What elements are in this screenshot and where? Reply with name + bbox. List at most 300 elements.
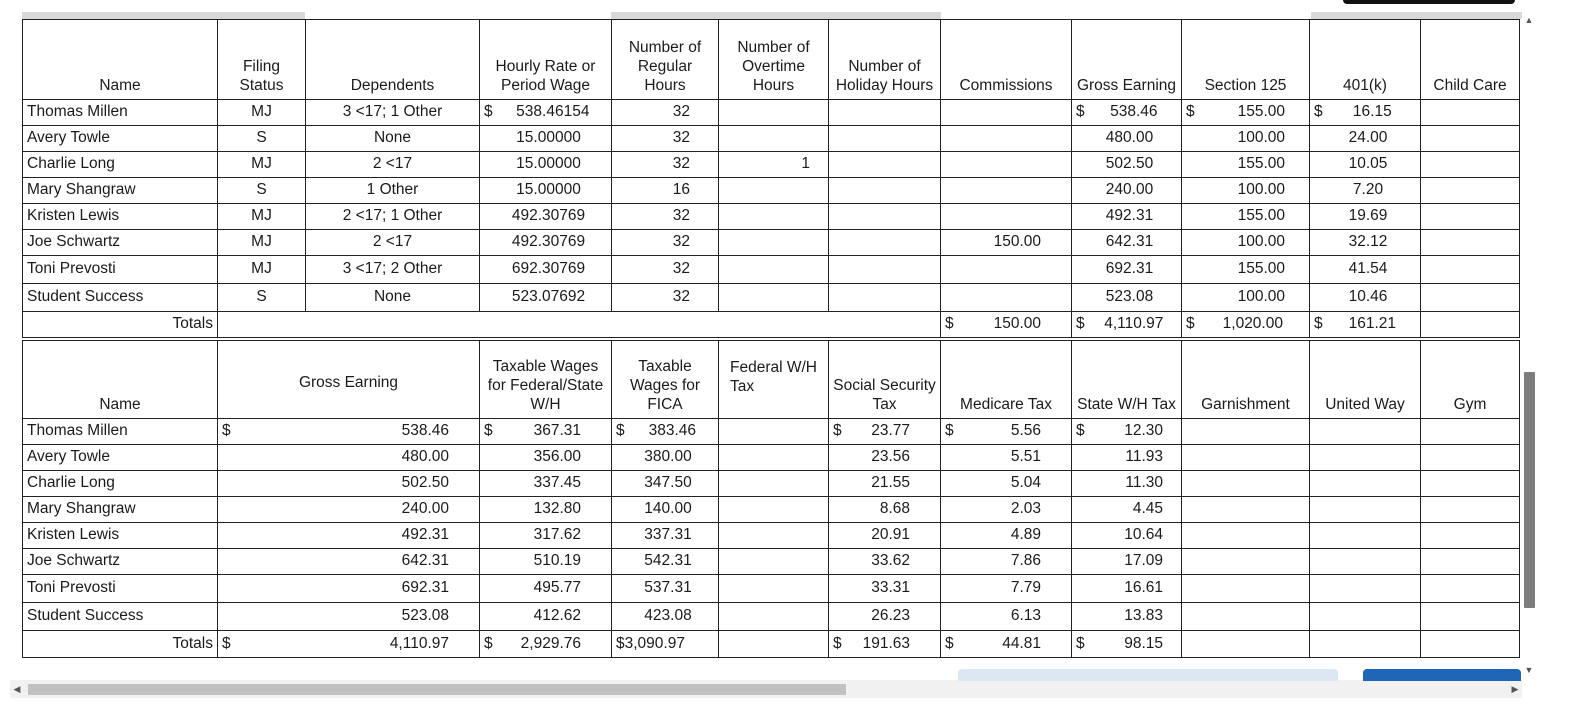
cell-overtime-hours[interactable]: [719, 256, 829, 284]
cell-overtime-hours[interactable]: [719, 284, 829, 312]
cell-overtime-hours[interactable]: 1: [719, 152, 829, 178]
currency-symbol: $: [945, 634, 954, 652]
cell-overtime-hours[interactable]: [719, 126, 829, 152]
cell-regular-hours[interactable]: 16: [612, 178, 719, 204]
cell-gross-earning[interactable]: [1072, 152, 1182, 178]
cell-garnishment[interactable]: [1182, 575, 1310, 603]
cell-taxable-fed-state[interactable]: [480, 575, 612, 603]
cell-garnishment[interactable]: [1182, 549, 1310, 575]
cell-dependents[interactable]: 2 <17: [306, 152, 480, 178]
cell-dependents[interactable]: None: [306, 126, 480, 152]
cell-section-125[interactable]: [1182, 100, 1310, 126]
cell-gross-earning-value: [222, 579, 475, 598]
amount: 26.23: [871, 607, 910, 625]
cell-garnishment[interactable]: [1182, 419, 1310, 445]
cell-social-security[interactable]: [829, 575, 941, 603]
amount: 2,929.76: [520, 634, 581, 652]
currency-symbol: $: [1186, 103, 1195, 121]
cell-united-way[interactable]: [1310, 445, 1421, 471]
cell-taxable-fed-state[interactable]: [480, 419, 612, 445]
cell-medicare[interactable]: [941, 549, 1072, 575]
cell-holiday-hours[interactable]: [829, 284, 941, 312]
cell-section-125-value: [1186, 260, 1305, 279]
cell-federal-wh[interactable]: [719, 419, 829, 445]
cell-taxable-fed-state[interactable]: [480, 523, 612, 549]
amount: 6.13: [1010, 607, 1041, 625]
amount: 41.54: [1348, 260, 1388, 278]
cell-rate[interactable]: [480, 152, 612, 178]
cell-taxable-fed-state[interactable]: [480, 471, 612, 497]
cell-total-united-way[interactable]: [1310, 631, 1421, 658]
amount: 317.62: [533, 526, 581, 544]
amount: 380.00: [644, 448, 692, 466]
cell-medicare[interactable]: [941, 575, 1072, 603]
cell-social-security[interactable]: [829, 471, 941, 497]
cell-garnishment[interactable]: [1182, 603, 1310, 631]
cell-401k[interactable]: [1310, 256, 1421, 284]
cell-401k[interactable]: [1310, 126, 1421, 152]
cell-state-wh[interactable]: [1072, 497, 1182, 523]
cell-taxable-fed-state[interactable]: [480, 603, 612, 631]
cell-401k[interactable]: [1310, 100, 1421, 126]
amount: 155.00: [1237, 103, 1285, 121]
currency-symbol: $: [484, 422, 493, 440]
cell-taxable-fica-value: [616, 500, 714, 519]
amount: 15.00000: [516, 155, 581, 173]
amount: 337.45: [533, 474, 581, 492]
col-header-gym: Gym: [1421, 341, 1520, 419]
cell-united-way[interactable]: [1310, 603, 1421, 631]
cell-garnishment[interactable]: [1182, 497, 1310, 523]
top-cell-strip: [1311, 12, 1522, 19]
amount: 23.77: [871, 422, 910, 440]
amount: 356.00: [533, 448, 581, 466]
cell-social-security[interactable]: [829, 523, 941, 549]
tax-body: [23, 419, 1520, 658]
cell-federal-wh[interactable]: [719, 497, 829, 523]
cell-gross-earning[interactable]: [218, 549, 480, 575]
cell-holiday-hours[interactable]: [829, 178, 941, 204]
cell-filing-status[interactable]: S: [218, 178, 306, 204]
cell-gym[interactable]: [1421, 445, 1520, 471]
cell-filing-status[interactable]: MJ: [218, 256, 306, 284]
cell-filing-status[interactable]: MJ: [218, 152, 306, 178]
cell-holiday-hours[interactable]: [829, 126, 941, 152]
cell-commissions[interactable]: [941, 256, 1072, 284]
cell-social-security-value: [833, 500, 936, 519]
cell-total-fed-state[interactable]: [480, 631, 612, 658]
cell-gross-earning[interactable]: [218, 603, 480, 631]
cell-rate[interactable]: [480, 284, 612, 312]
cell-name[interactable]: Mary Shangraw: [23, 178, 218, 204]
cell-gym[interactable]: [1421, 603, 1520, 631]
cell-name[interactable]: Avery Towle: [23, 445, 218, 471]
cell-state-wh-value: [1076, 552, 1177, 571]
cell-gross-earning-value: [222, 422, 475, 441]
cell-united-way[interactable]: [1310, 523, 1421, 549]
cell-overtime-hours[interactable]: [719, 230, 829, 256]
cell-regular-hours[interactable]: 32: [612, 152, 719, 178]
cell-medicare-value: [945, 552, 1067, 571]
currency-symbol: $: [1076, 422, 1085, 440]
cell-name[interactable]: Joe Schwartz: [23, 230, 218, 256]
secondary-action-button[interactable]: [958, 669, 1338, 681]
cell-child-care[interactable]: [1421, 230, 1520, 256]
cell-taxable-fica[interactable]: [612, 445, 719, 471]
cell-401k[interactable]: [1310, 284, 1421, 312]
cell-commissions[interactable]: [941, 126, 1072, 152]
currency-symbol: $: [1076, 103, 1085, 121]
cell-medicare[interactable]: [941, 445, 1072, 471]
cell-name[interactable]: Mary Shangraw: [23, 497, 218, 523]
cell-regular-hours[interactable]: 32: [612, 256, 719, 284]
cell-social-security[interactable]: [829, 549, 941, 575]
cell-child-care[interactable]: [1421, 256, 1520, 284]
cell-section-125[interactable]: [1182, 230, 1310, 256]
cell-rate[interactable]: [480, 256, 612, 284]
cell-name[interactable]: Kristen Lewis: [23, 204, 218, 230]
cell-commissions[interactable]: [941, 100, 1072, 126]
col-header-rate: Hourly Rate or Period Wage: [480, 20, 612, 100]
cell-taxable-fica[interactable]: [612, 575, 719, 603]
vertical-scroll-thumb[interactable]: [1524, 372, 1535, 608]
cell-regular-hours[interactable]: 32: [612, 284, 719, 312]
cell-401k[interactable]: [1310, 230, 1421, 256]
col-header-taxable-fed-state: Taxable Wages for Federal/State W/H: [480, 341, 612, 419]
cell-commissions[interactable]: 150.00: [941, 230, 1072, 256]
cell-social-security[interactable]: [829, 497, 941, 523]
cell-taxable-fica[interactable]: [612, 471, 719, 497]
cell-gross-earning[interactable]: [1072, 126, 1182, 152]
cell-regular-hours[interactable]: 32: [612, 204, 719, 230]
amount: 15.00000: [516, 129, 581, 147]
cell-gym[interactable]: [1421, 523, 1520, 549]
cell-taxable-fed-state[interactable]: [480, 445, 612, 471]
table-row: [23, 100, 1520, 126]
cell-dependents[interactable]: 2 <17: [306, 230, 480, 256]
cell-federal-wh[interactable]: [719, 445, 829, 471]
cell-total-fica[interactable]: [612, 631, 719, 658]
cell-name[interactable]: Toni Prevosti: [23, 256, 218, 284]
totals-row: [23, 631, 1520, 658]
cell-united-way[interactable]: [1310, 419, 1421, 445]
cell-name[interactable]: Toni Prevosti: [23, 575, 218, 603]
amount: 642.31: [401, 552, 449, 570]
cell-state-wh[interactable]: [1072, 549, 1182, 575]
cell-name[interactable]: Joe Schwartz: [23, 549, 218, 575]
cell-garnishment[interactable]: [1182, 523, 1310, 549]
cell-rate[interactable]: [480, 204, 612, 230]
table-row: [23, 497, 1520, 523]
amount: 1,020.00: [1222, 315, 1283, 333]
cell-section-125[interactable]: [1182, 204, 1310, 230]
cell-rate[interactable]: [480, 100, 612, 126]
cell-medicare[interactable]: [941, 497, 1072, 523]
cell-section-125[interactable]: [1182, 152, 1310, 178]
cell-name[interactable]: Kristen Lewis: [23, 523, 218, 549]
cell-taxable-fica[interactable]: [612, 549, 719, 575]
amount: 11.30: [1125, 474, 1163, 492]
amount: 100.00: [1237, 129, 1285, 147]
cell-taxable-fica-value: [616, 448, 714, 467]
totals-label[interactable]: Totals: [23, 631, 218, 658]
cell-regular-hours[interactable]: 32: [612, 100, 719, 126]
cell-gym[interactable]: [1421, 575, 1520, 603]
amount: 24.00: [1348, 129, 1388, 147]
cell-united-way[interactable]: [1310, 575, 1421, 603]
cell-united-way[interactable]: [1310, 549, 1421, 575]
cell-total-fica-value: [616, 635, 714, 654]
cell-state-wh[interactable]: [1072, 603, 1182, 631]
cell-commissions[interactable]: [941, 178, 1072, 204]
cell-holiday-hours[interactable]: [829, 152, 941, 178]
amount: 100.00: [1237, 233, 1285, 251]
cell-commissions[interactable]: [941, 284, 1072, 312]
currency-symbol: $: [1186, 315, 1195, 333]
cell-garnishment[interactable]: [1182, 471, 1310, 497]
cell-name[interactable]: Charlie Long: [23, 471, 218, 497]
cell-gym[interactable]: [1421, 419, 1520, 445]
scroll-left-icon[interactable]: ◀: [13, 684, 21, 694]
table-row: [23, 549, 1520, 575]
cell-gross-earning[interactable]: [1072, 178, 1182, 204]
amount: 542.31: [644, 552, 692, 570]
cell-total-medicare[interactable]: [941, 631, 1072, 658]
cell-gross-earning[interactable]: [218, 419, 480, 445]
scroll-right-icon[interactable]: ▶: [1511, 684, 1519, 694]
cell-total-section-125[interactable]: [1182, 312, 1310, 338]
horizontal-scrollbar[interactable]: [10, 680, 1522, 698]
cell-gym[interactable]: [1421, 549, 1520, 575]
currency-symbol: $: [833, 422, 842, 440]
cell-total-gross[interactable]: [1072, 312, 1182, 338]
cell-gross-earning[interactable]: [1072, 256, 1182, 284]
cell-total-fed-state-value: [484, 635, 607, 654]
amount: 23.56: [871, 448, 910, 466]
earnings-table: [22, 19, 1520, 338]
cell-section-125-value: [1186, 207, 1305, 226]
cell-taxable-fed-state-value: [484, 579, 607, 598]
cell-medicare[interactable]: [941, 419, 1072, 445]
cell-dependents[interactable]: 3 <17; 1 Other: [306, 100, 480, 126]
col-header-medicare: Medicare Tax: [941, 341, 1072, 419]
cell-child-care[interactable]: [1421, 126, 1520, 152]
cell-state-wh[interactable]: [1072, 575, 1182, 603]
col-header-federal-wh: Federal W/H Tax: [719, 341, 829, 419]
cell-federal-wh[interactable]: [719, 471, 829, 497]
currency-symbol: $: [1314, 103, 1323, 121]
cell-total-state-wh-value: [1076, 635, 1177, 654]
cell-united-way[interactable]: [1310, 497, 1421, 523]
cell-section-125-value: [1186, 181, 1305, 200]
cell-section-125[interactable]: [1182, 178, 1310, 204]
cell-garnishment[interactable]: [1182, 445, 1310, 471]
amount: 7.20: [1352, 181, 1384, 199]
cell-gross-earning[interactable]: [1072, 230, 1182, 256]
cell-taxable-fica[interactable]: [612, 603, 719, 631]
cell-total-social-security-value: [833, 635, 936, 654]
amount: 495.77: [533, 579, 581, 597]
cell-total-401k[interactable]: [1310, 312, 1421, 338]
cell-gross-earning[interactable]: [218, 575, 480, 603]
cell-section-125[interactable]: [1182, 284, 1310, 312]
amount: 538.46: [401, 422, 449, 440]
cell-rate[interactable]: [480, 126, 612, 152]
cell-section-125[interactable]: [1182, 126, 1310, 152]
cell-regular-hours[interactable]: 32: [612, 230, 719, 256]
cell-name[interactable]: Charlie Long: [23, 152, 218, 178]
cell-rate[interactable]: [480, 178, 612, 204]
cell-total-social-security[interactable]: [829, 631, 941, 658]
cell-gross-earning[interactable]: [1072, 100, 1182, 126]
cell-state-wh[interactable]: [1072, 419, 1182, 445]
cell-federal-wh[interactable]: [719, 603, 829, 631]
cell-state-wh[interactable]: [1072, 471, 1182, 497]
cell-filing-status[interactable]: MJ: [218, 230, 306, 256]
cell-social-security[interactable]: [829, 603, 941, 631]
cell-medicare[interactable]: [941, 603, 1072, 631]
cell-total-gross[interactable]: [218, 631, 480, 658]
cell-state-wh[interactable]: [1072, 445, 1182, 471]
cell-name[interactable]: Student Success: [23, 284, 218, 312]
cell-total-gym[interactable]: [1421, 631, 1520, 658]
amount: 191.63: [862, 634, 910, 652]
table-row: [23, 284, 1520, 312]
totals-label[interactable]: Totals: [23, 312, 218, 338]
cell-name[interactable]: Avery Towle: [23, 126, 218, 152]
cell-total-commissions[interactable]: [941, 312, 1072, 338]
amount: 17.09: [1124, 552, 1163, 570]
cell-child-care[interactable]: [1421, 204, 1520, 230]
amount: 367.31: [533, 422, 581, 440]
cell-name[interactable]: Thomas Millen: [23, 100, 218, 126]
cell-dependents[interactable]: 3 <17; 2 Other: [306, 256, 480, 284]
cell-401k[interactable]: [1310, 152, 1421, 178]
cell-state-wh-value: [1076, 474, 1177, 493]
horizontal-scroll-thumb[interactable]: [28, 684, 846, 695]
cell-total-state-wh[interactable]: [1072, 631, 1182, 658]
col-header-gross-earning: Gross Earning: [1072, 20, 1182, 100]
scroll-up-icon[interactable]: ▲: [1524, 15, 1534, 25]
cell-filing-status[interactable]: MJ: [218, 100, 306, 126]
cell-dependents[interactable]: None: [306, 284, 480, 312]
cell-dependents[interactable]: 1 Other: [306, 178, 480, 204]
cell-gross-earning[interactable]: [218, 523, 480, 549]
cell-gross-earning[interactable]: [218, 471, 480, 497]
amount: 492.31: [401, 526, 449, 544]
cell-gross-earning[interactable]: [1072, 204, 1182, 230]
amount: 32.12: [1348, 233, 1388, 251]
cell-overtime-hours[interactable]: [719, 204, 829, 230]
table-row: [23, 445, 1520, 471]
cell-federal-wh[interactable]: [719, 549, 829, 575]
cell-total-federal-wh[interactable]: [719, 631, 829, 658]
cell-social-security[interactable]: [829, 419, 941, 445]
cell-rate-value: [484, 129, 607, 148]
col-header-holiday-hours: Number of Holiday Hours: [829, 20, 941, 100]
cell-state-wh[interactable]: [1072, 523, 1182, 549]
cell-gym[interactable]: [1421, 497, 1520, 523]
amount: 480.00: [1105, 129, 1154, 147]
cell-401k[interactable]: [1310, 178, 1421, 204]
cell-total-gross-value: [1076, 315, 1177, 334]
col-header-regular-hours: Number of Regular Hours: [612, 20, 719, 100]
cell-taxable-fed-state[interactable]: [480, 497, 612, 523]
cell-commissions[interactable]: [941, 152, 1072, 178]
cell-filing-status[interactable]: S: [218, 284, 306, 312]
cell-regular-hours[interactable]: 32: [612, 126, 719, 152]
col-header-name: Name: [23, 341, 218, 419]
cell-name[interactable]: Thomas Millen: [23, 419, 218, 445]
primary-action-button[interactable]: [1363, 669, 1521, 681]
cell-overtime-hours[interactable]: [719, 100, 829, 126]
cell-taxable-fica[interactable]: [612, 419, 719, 445]
cell-holiday-hours[interactable]: [829, 256, 941, 284]
cell-united-way[interactable]: [1310, 471, 1421, 497]
amount: 240.00: [401, 500, 449, 518]
cell-dependents[interactable]: 2 <17; 1 Other: [306, 204, 480, 230]
currency-symbol: $: [945, 315, 954, 333]
vertical-scrollbar[interactable]: [1522, 10, 1536, 678]
cell-child-care[interactable]: [1421, 152, 1520, 178]
cell-social-security[interactable]: [829, 445, 941, 471]
cell-rate-value: [484, 288, 607, 307]
cell-taxable-fica[interactable]: [612, 497, 719, 523]
col-header-name: Name: [23, 20, 218, 100]
cell-taxable-fica[interactable]: [612, 523, 719, 549]
amount: 523.08: [1105, 288, 1154, 306]
cell-total-garnishment[interactable]: [1182, 631, 1310, 658]
amount: 480.00: [401, 448, 449, 466]
cell-federal-wh[interactable]: [719, 523, 829, 549]
cell-rate[interactable]: [480, 230, 612, 256]
cell-child-care[interactable]: [1421, 284, 1520, 312]
cell-holiday-hours[interactable]: [829, 230, 941, 256]
cell-section-125[interactable]: [1182, 256, 1310, 284]
cell-commissions[interactable]: [941, 204, 1072, 230]
cell-filing-status[interactable]: S: [218, 126, 306, 152]
cell-medicare[interactable]: [941, 471, 1072, 497]
amount: 523.07692: [511, 288, 586, 306]
cell-filing-status[interactable]: MJ: [218, 204, 306, 230]
cell-holiday-hours[interactable]: [829, 204, 941, 230]
cell-gym[interactable]: [1421, 471, 1520, 497]
amount: 7.79: [1010, 579, 1041, 597]
cell-section-125-value: [1186, 129, 1305, 148]
cell-total-child-care[interactable]: [1421, 312, 1520, 338]
scroll-down-icon[interactable]: ▼: [1524, 665, 1534, 675]
earnings-header-row: [23, 20, 1520, 100]
amount: 155.00: [1237, 260, 1285, 278]
cell-holiday-hours[interactable]: [829, 100, 941, 126]
cell-child-care[interactable]: [1421, 178, 1520, 204]
cell-401k[interactable]: [1310, 204, 1421, 230]
amount: 538.46: [1110, 103, 1158, 121]
cell-gross-earning[interactable]: [218, 445, 480, 471]
amount: 492.31: [1105, 207, 1154, 225]
cell-overtime-hours[interactable]: [719, 178, 829, 204]
cell-federal-wh[interactable]: [719, 575, 829, 603]
cell-medicare[interactable]: [941, 523, 1072, 549]
cell-section-125-value: [1186, 103, 1305, 122]
cell-gross-earning[interactable]: [218, 497, 480, 523]
cell-taxable-fed-state[interactable]: [480, 549, 612, 575]
cell-name[interactable]: Student Success: [23, 603, 218, 631]
cell-gross-earning[interactable]: [1072, 284, 1182, 312]
cell-child-care[interactable]: [1421, 100, 1520, 126]
amount: 4,110.97: [1104, 315, 1164, 333]
cell-taxable-fed-state-value: [484, 552, 607, 571]
